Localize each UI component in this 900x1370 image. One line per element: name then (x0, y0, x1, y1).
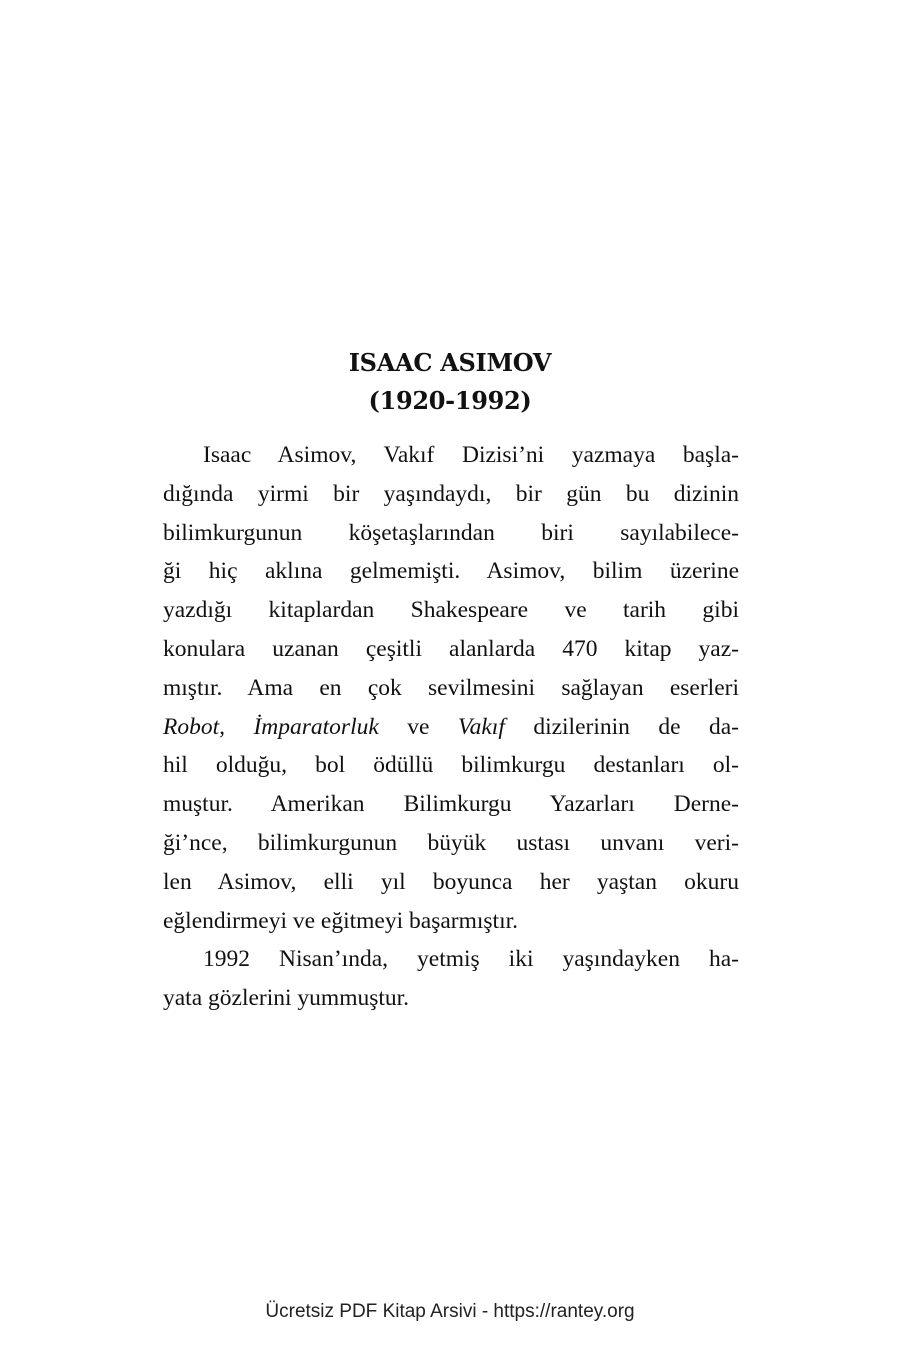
text-line: Isaac Asimov, Vakıf Dizisi’ni yazmaya başla- (203, 442, 739, 468)
footer-watermark: Ücretsiz PDF Kitap Arsivi - https://rantey.org (265, 1301, 635, 1322)
text-line: ği hiç aklına gelmemişti. Asimov, bilim üzerine (163, 558, 739, 585)
text-line: yazdığı kitaplardan Shakespeare ve tarih gibi (163, 597, 739, 624)
series-titles-italic: Robot, İmparatorluk (163, 713, 379, 740)
text-line: ği’nce, bilimkurgunun büyük ustası unvanı veri- (163, 829, 739, 856)
page-title (0, 344, 900, 420)
text-line: mıştır. Ama en çok sevilmesini sağlayan eserleri (163, 674, 739, 701)
text-line: len Asimov, elli yıl boyunca her yaştan okuru (163, 868, 739, 895)
text-line: dığında yirmi bir yaşındaydı, bir gün bu dizinin (163, 480, 739, 507)
text-line: eğlendirmeyi ve eğitmeyi başarmıştır. (163, 907, 519, 934)
text-line: bilimkurgunun köşetaşlarından biri sayılabilece- (163, 519, 739, 546)
biography-text (163, 436, 739, 1018)
text-line-with-titles (163, 708, 739, 747)
text-line: hil olduğu, bol ödüllü bilimkurgu destanları ol- (163, 752, 739, 779)
text-fragment: dizilerinin de da- (504, 713, 739, 740)
text-fragment: ve (378, 713, 458, 740)
paragraph-2 (163, 940, 739, 1018)
text-line: yata gözlerini yummuştur. (163, 985, 410, 1012)
author-name: ISAAC ASIMOV (348, 348, 552, 377)
paragraph-1 (163, 436, 739, 940)
text-line: 1992 Nisan’ında, yetmiş iki yaşındayken ha- (203, 946, 739, 973)
text-line: muştur. Amerikan Bilimkurgu Yazarları Derne- (163, 791, 739, 818)
text-line: konulara uzanan çeşitli alanlarda 470 kitap yaz- (163, 635, 739, 662)
series-title-italic: Vakıf (457, 713, 505, 740)
author-years: (1920-1992) (368, 386, 532, 415)
